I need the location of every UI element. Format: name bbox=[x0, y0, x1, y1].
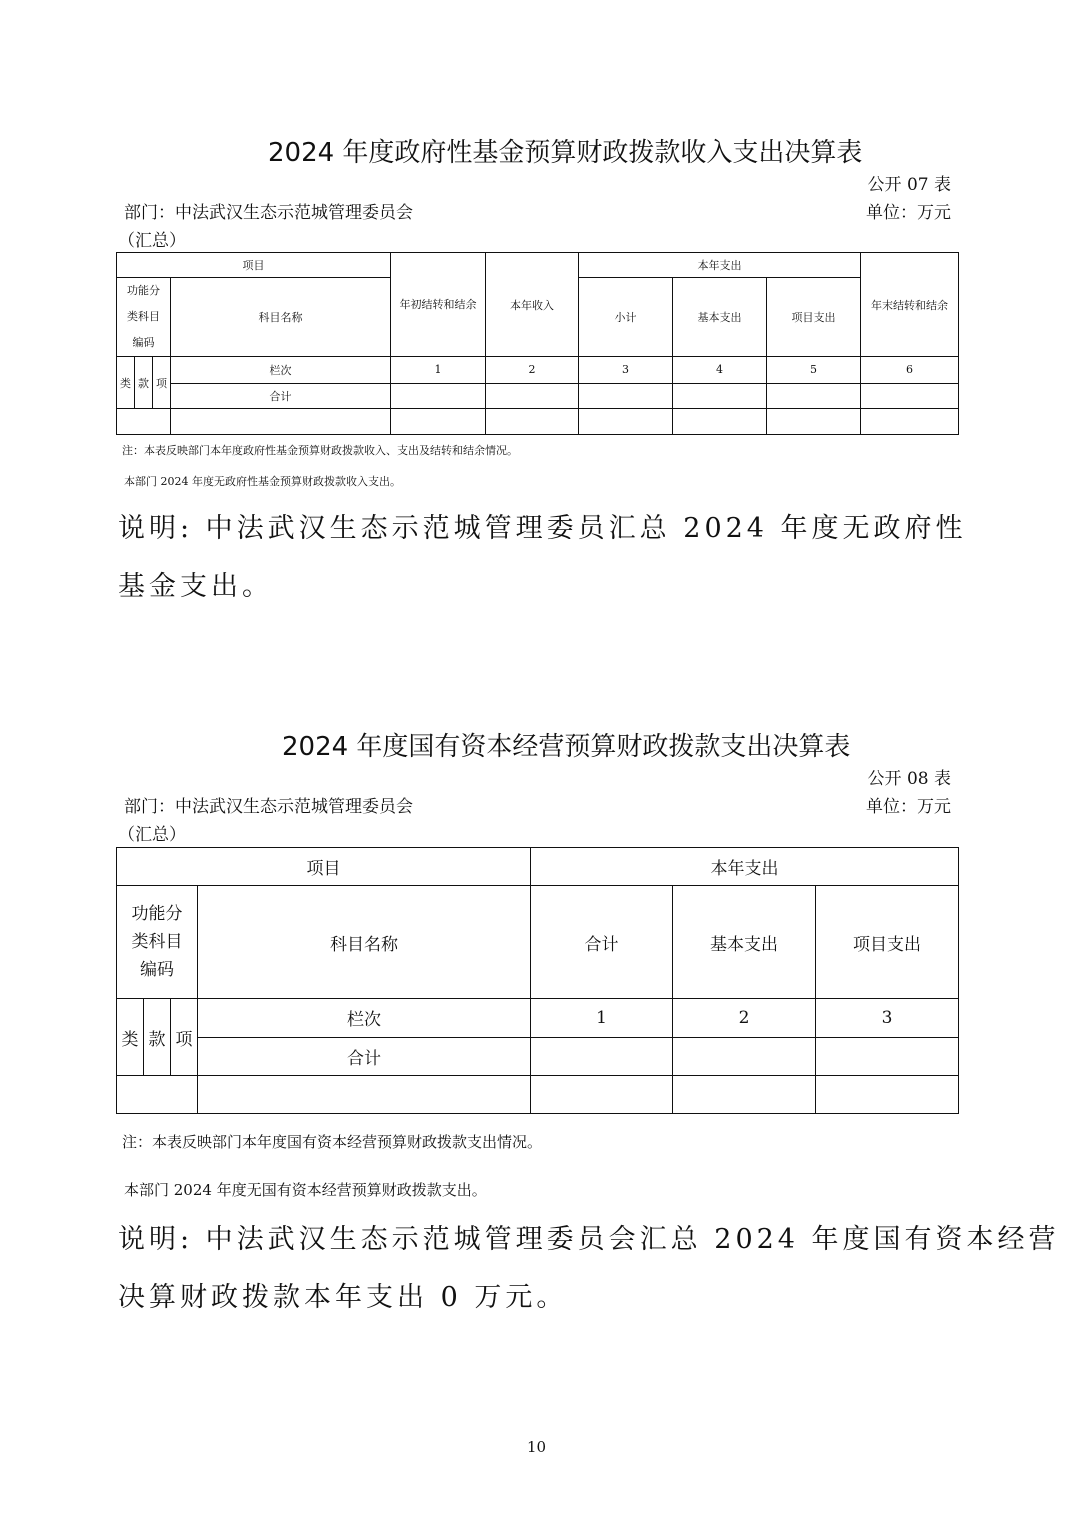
table08-title: 2024 年度国有资本经营预算财政拨款支出决算表 bbox=[282, 732, 851, 762]
empty-cell bbox=[198, 1076, 531, 1114]
table07-note: 注：本表反映部门本年度政府性基金预算财政拨款收入、支出及结转和结余情况。 bbox=[122, 444, 518, 457]
empty-cell bbox=[767, 409, 861, 435]
empty-cell bbox=[579, 409, 673, 435]
empty-cell bbox=[861, 409, 959, 435]
empty-cell bbox=[117, 409, 171, 435]
header-item: 项目 bbox=[117, 848, 531, 886]
code-kuan: 款 bbox=[143, 999, 170, 1075]
empty-cell bbox=[486, 409, 579, 435]
col-number: 1 bbox=[531, 999, 673, 1038]
table07-note-none: 本部门 2024 年度无政府性基金预算财政拨款收入支出。 bbox=[124, 475, 401, 488]
empty-cell bbox=[531, 1037, 673, 1076]
empty-cell bbox=[171, 409, 391, 435]
col-number: 3 bbox=[816, 999, 959, 1038]
table07-title: 2024 年度政府性基金预算财政拨款收入支出决算表 bbox=[268, 138, 863, 168]
empty-cell bbox=[391, 383, 486, 409]
page-number: 10 bbox=[527, 1438, 547, 1456]
table08-summary: （汇总） bbox=[118, 825, 186, 845]
table07 bbox=[116, 252, 959, 435]
empty-cell bbox=[673, 1076, 816, 1114]
col-number: 3 bbox=[579, 357, 673, 384]
table08-explanation-line1: 说明: 中法武汉生态示范城管理委员会汇总 2024 年度国有资本经营 bbox=[118, 1224, 1060, 1255]
row-total-label: 合计 bbox=[171, 383, 391, 409]
code-xiang: 项 bbox=[170, 999, 197, 1075]
empty-cell bbox=[861, 383, 959, 409]
header-subject: 科目名称 bbox=[198, 886, 531, 999]
empty-cell bbox=[816, 1076, 959, 1114]
row-lanci-label: 栏次 bbox=[198, 999, 531, 1038]
table07-summary: （汇总） bbox=[118, 231, 186, 251]
code-columns bbox=[117, 357, 171, 409]
table07-number: 公开 07 表 bbox=[867, 175, 951, 195]
table08-department: 部门：中法武汉生态示范城管理委员会 bbox=[124, 797, 413, 817]
header-subtotal: 小计 bbox=[579, 278, 673, 357]
empty-cell bbox=[579, 383, 673, 409]
header-item: 项目 bbox=[117, 253, 391, 278]
table07-explanation: 说明: 中法武汉生态示范城管理委员汇总 2024 年度无政府性基金支出。 bbox=[118, 513, 967, 602]
header-expense: 本年支出 bbox=[531, 848, 959, 886]
code-lei: 类 bbox=[121, 1029, 139, 1050]
empty-cell bbox=[673, 383, 767, 409]
code-kuan: 款 bbox=[134, 357, 152, 408]
header-end-balance: 年末结转和结余 bbox=[861, 253, 959, 357]
empty-cell bbox=[816, 1037, 959, 1076]
row-total-label: 合计 bbox=[198, 1037, 531, 1076]
row-lanci-label: 栏次 bbox=[171, 357, 391, 384]
header-code: 功能分类科目编码 bbox=[117, 278, 171, 357]
table08 bbox=[116, 847, 959, 1114]
empty-cell bbox=[486, 383, 579, 409]
table08-explanation-line2: 决算财政拨款本年支出 0 万元。 bbox=[118, 1282, 568, 1313]
table08-note-none: 本部门 2024 年度无国有资本经营预算财政拨款支出。 bbox=[124, 1181, 487, 1199]
table07-unit: 单位：万元 bbox=[866, 203, 951, 223]
header-begin-balance: 年初结转和结余 bbox=[391, 253, 486, 357]
header-expense: 本年支出 bbox=[579, 253, 861, 278]
code-columns bbox=[117, 999, 198, 1076]
empty-cell bbox=[391, 409, 486, 435]
col-number: 5 bbox=[767, 357, 861, 384]
col-number: 2 bbox=[486, 357, 579, 384]
empty-cell bbox=[117, 1076, 198, 1114]
col-number: 6 bbox=[861, 357, 959, 384]
code-xiang: 项 bbox=[152, 357, 170, 408]
header-total: 合计 bbox=[531, 886, 673, 999]
empty-cell bbox=[531, 1076, 673, 1114]
table08-unit: 单位：万元 bbox=[866, 797, 951, 817]
empty-cell bbox=[673, 1037, 816, 1076]
header-project: 项目支出 bbox=[816, 886, 959, 999]
col-number: 1 bbox=[391, 357, 486, 384]
empty-cell bbox=[767, 383, 861, 409]
header-code: 功能分类科目编码 bbox=[117, 886, 198, 999]
empty-cell bbox=[673, 409, 767, 435]
table08-note: 注：本表反映部门本年度国有资本经营预算财政拨款支出情况。 bbox=[122, 1133, 543, 1151]
header-basic: 基本支出 bbox=[673, 278, 767, 357]
header-income: 本年收入 bbox=[486, 253, 579, 357]
code-lei: 类 bbox=[120, 376, 131, 390]
header-subject: 科目名称 bbox=[171, 278, 391, 357]
header-project: 项目支出 bbox=[767, 278, 861, 357]
table07-department: 部门：中法武汉生态示范城管理委员会 bbox=[124, 203, 413, 223]
header-basic: 基本支出 bbox=[673, 886, 816, 999]
col-number: 2 bbox=[673, 999, 816, 1038]
col-number: 4 bbox=[673, 357, 767, 384]
table08-number: 公开 08 表 bbox=[867, 769, 951, 789]
